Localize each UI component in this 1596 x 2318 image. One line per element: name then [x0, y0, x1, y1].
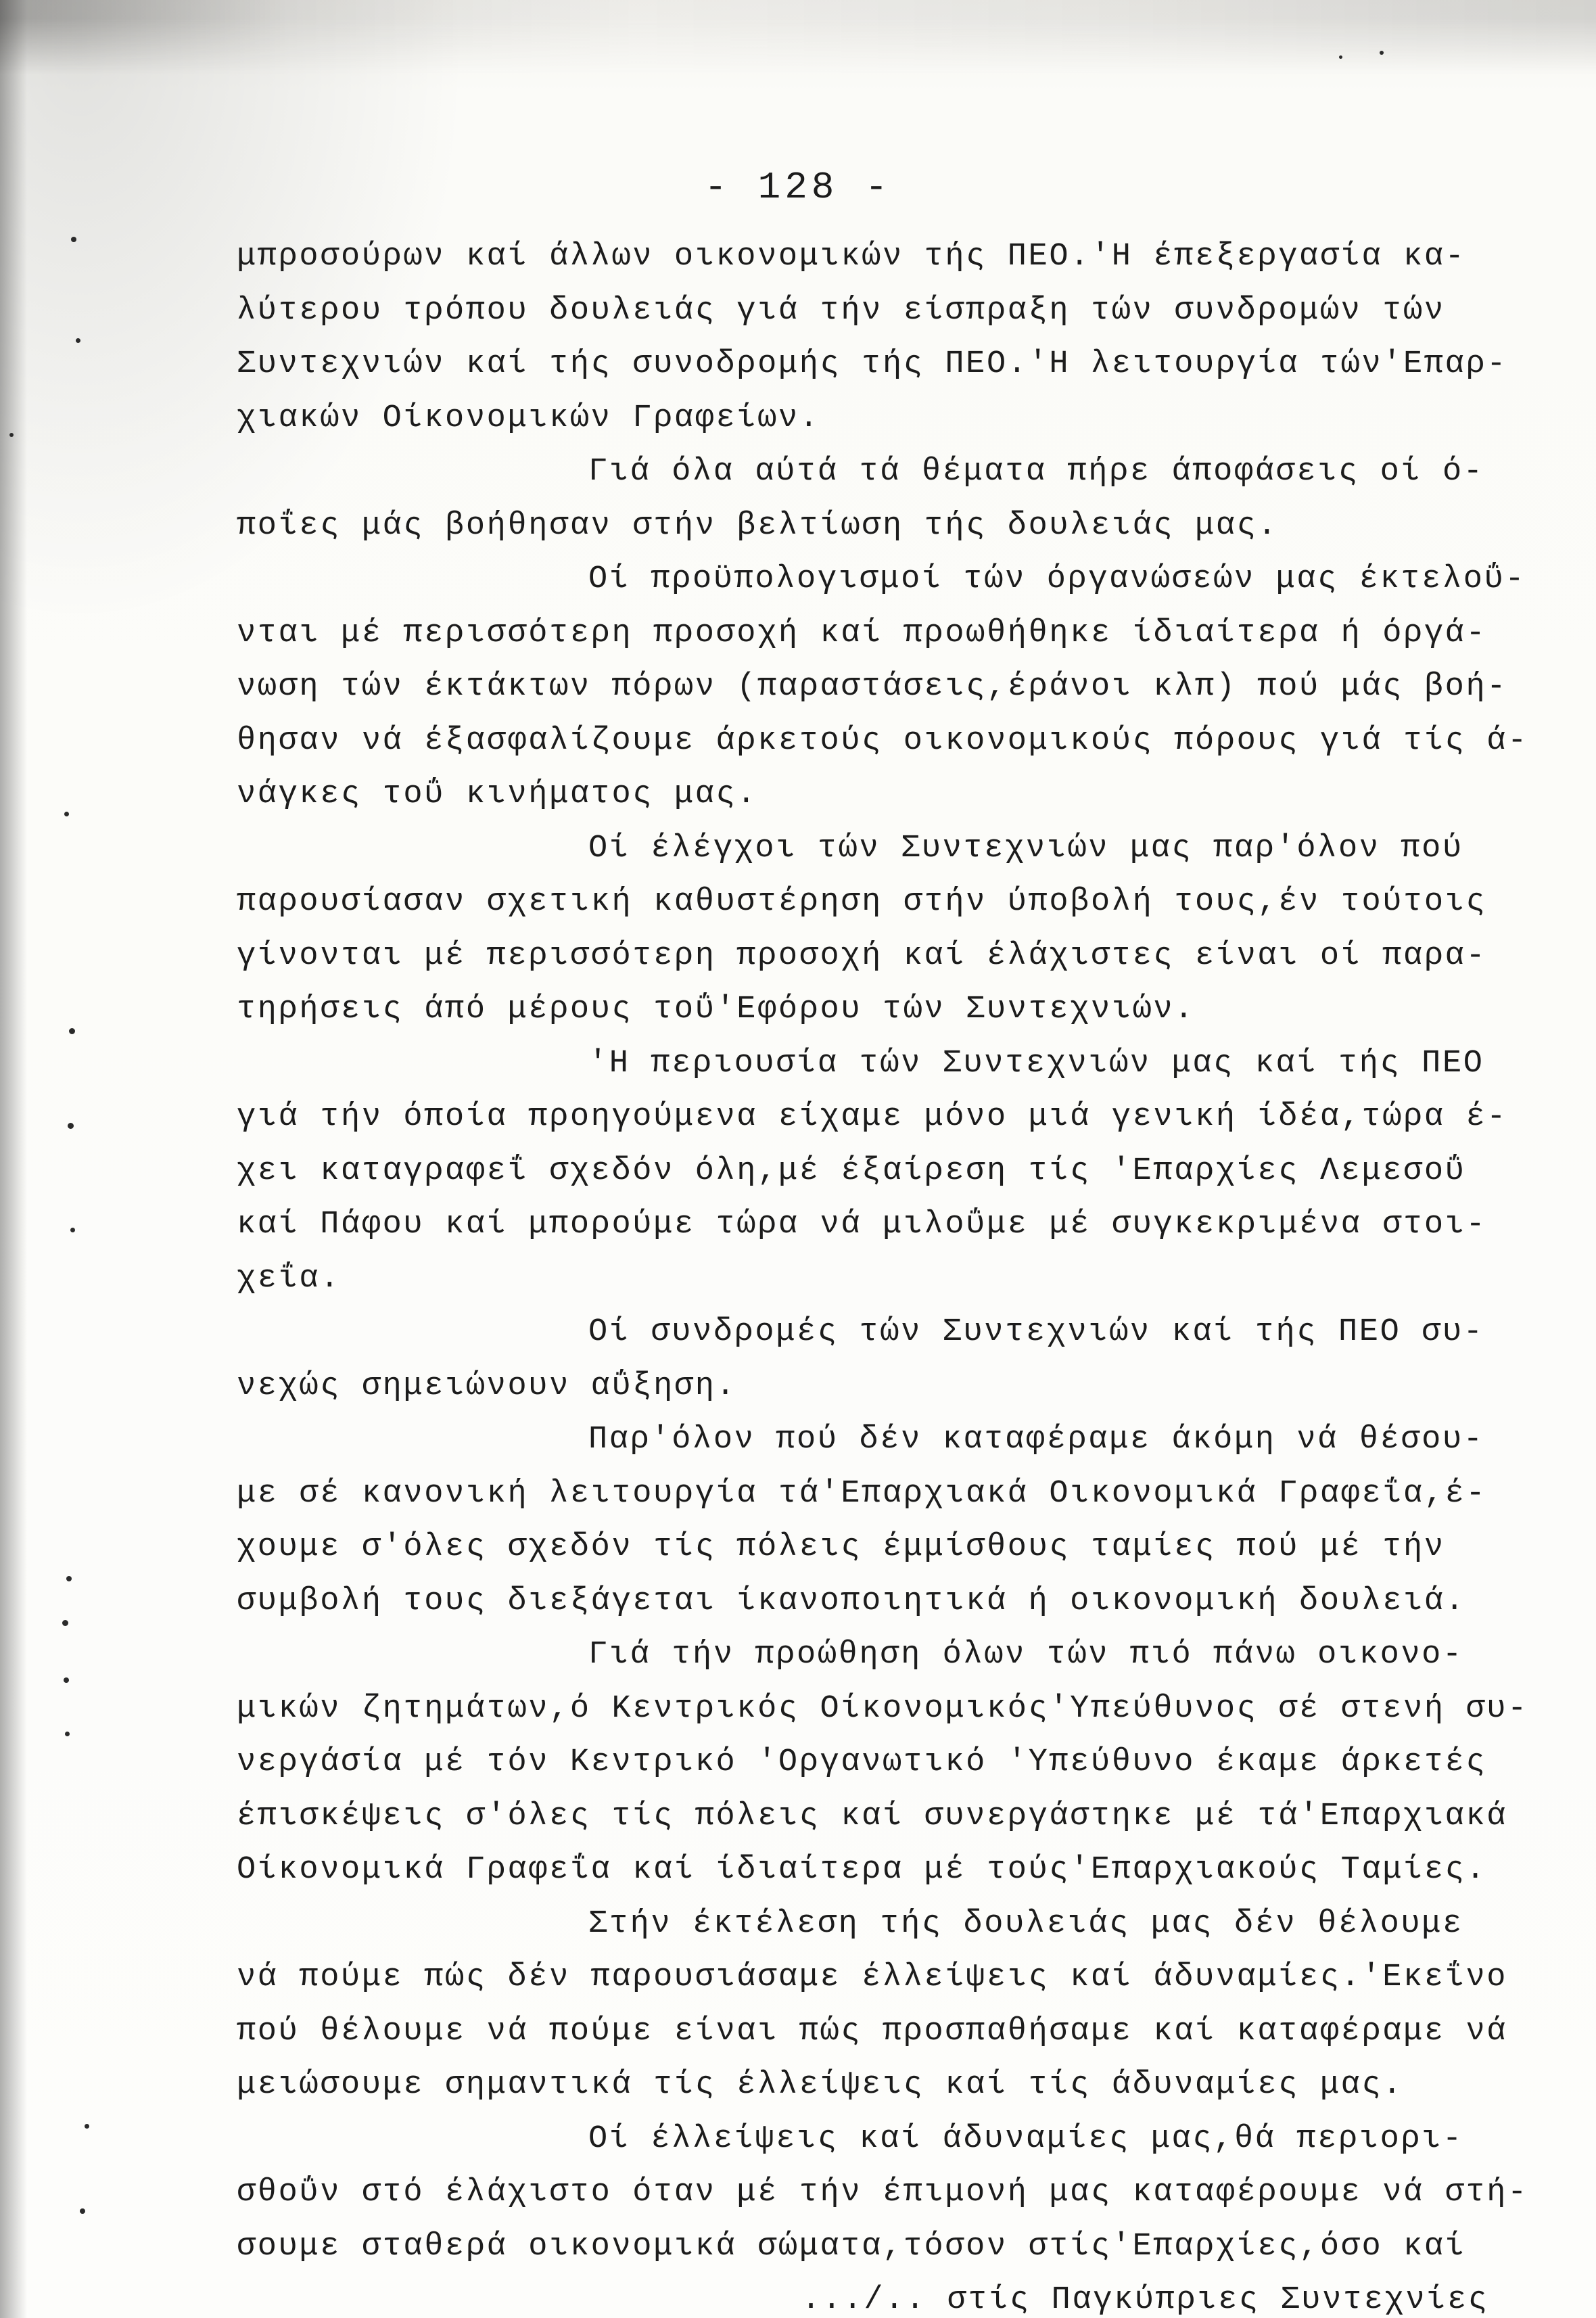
paragraph-line: με σέ κανονική λειτουργία τά'Επαρχιακά Οικονομικά Γραφεΐα,έ- [237, 1475, 1487, 1512]
paragraph-line: νάγκες τοΰ κινήματος μας. [237, 776, 758, 812]
scan-speck [68, 1123, 74, 1129]
paragraph-line: χιακών Οίκονομικών Γραφείων. [237, 400, 820, 436]
paragraph-line: μικών ζητημάτων,ό Κεντρικός Οίκονομικός'Υπεύθυνος σέ στενή συ- [237, 1690, 1528, 1727]
paragraph-line: συμβολή τους διεξάγεται ίκανοποιητικά ή οικονομική δουλειά. [237, 1583, 1466, 1619]
paragraph-line: νεχώς σημειώνουν αΰξηση. [237, 1368, 737, 1404]
paragraph-first-line: Οί συνδρομές τών Συντεχνιών καί τής ΠΕΟ συ- [588, 1314, 1484, 1350]
paragraph-line: πού θέλουμε νά πούμε είναι πώς προσπαθήσαμε καί καταφέραμε νά [237, 2013, 1508, 2049]
paragraph-line: γίνονται μέ περισσότερη προσοχή καί έλάχιστες είναι οί παρα- [237, 937, 1487, 974]
scan-speck [66, 1576, 72, 1581]
paragraph-line: νωση τών έκτάκτων πόρων (παραστάσεις,έράνοι κλπ) πού μάς βοή- [237, 669, 1508, 705]
paragraph-line: γιά τήν όποία προηγούμενα είχαμε μόνο μιά γενική ίδέα,τώρα έ- [237, 1099, 1508, 1135]
paragraph-line: νται μέ περισσότερη προσοχή καί προωθήθηκε ίδιαίτερα ή όργά- [237, 615, 1487, 651]
scan-speck [1339, 55, 1342, 59]
paragraph-line: τηρήσεις άπό μέρους τοΰ'Εφόρου τών Συντεχνιών. [237, 992, 1196, 1027]
document-body [237, 230, 1528, 2318]
paragraph-first-line: μπροσούρων καί άλλων οικονομικών τής ΠΕΟ.'Η έπεξεργασία κα- [237, 239, 1466, 275]
scan-speck [62, 1620, 68, 1626]
paragraph-line: Συντεχνιών καί τής συνοδρομής τής ΠΕΟ.'Η λειτουργία τών'Επαρ- [237, 346, 1508, 382]
paragraph-line: λύτερου τρόπου δουλειάς γιά τήν είσπραξη τών συνδρομών τών [237, 292, 1445, 329]
paragraph-first-line: 'Η περιουσία τών Συντεχνιών μας καί τής ΠΕΟ [588, 1045, 1484, 1082]
scan-speck [64, 812, 69, 816]
paragraph-first-line: Γιά τήν προώθηση όλων τών πιό πάνω οικονο- [588, 1637, 1463, 1673]
paragraph-first-line: Στήν έκτέλεση τής δουλειάς μας δέν θέλουμε [588, 1905, 1463, 1942]
paragraph-first-line: Παρ'όλον πού δέν καταφέραμε άκόμη νά θέσου- [588, 1422, 1484, 1458]
scan-edge-top [0, 0, 1596, 74]
scan-speck [76, 338, 80, 343]
paragraph-line: έπισκέψεις σ'όλες τίς πόλεις καί συνεργάστηκε μέ τά'Επαρχιακά [237, 1798, 1508, 1834]
paragraph-line: νά πούμε πώς δέν παρουσιάσαμε έλλείψεις καί άδυναμίες.'Εκεΐνο [237, 1960, 1508, 1995]
paragraph-line: χουμε σ'όλες σχεδόν τίς πόλεις έμμίσθους ταμίες πού μέ τήν [237, 1529, 1445, 1565]
scan-edge-left [0, 0, 27, 2318]
scan-speck [1380, 51, 1384, 55]
paragraph-line: ποΐες μάς βοήθησαν στήν βελτίωση τής δουλειάς μας. [237, 507, 1279, 544]
paragraph-line: χεΐα. [237, 1260, 342, 1297]
paragraph-line: χει καταγραφεΐ σχεδόν όλη,μέ έξαίρεση τίς 'Επαρχίες Λεμεσοΰ [237, 1153, 1466, 1189]
scan-speck [70, 1228, 75, 1232]
paragraph-line: σθοΰν στό έλάχιστο όταν μέ τήν έπιμονή μας καταφέρουμε νά στή- [237, 2175, 1528, 2210]
continuation-line: .../.. στίς Παγκύπριες Συντεχνίες [801, 2282, 1489, 2318]
paragraph-line: θησαν νά έξασφαλίζουμε άρκετούς οικονομικούς πόρους γιά τίς ά- [237, 722, 1528, 759]
page-number: - 128 - [704, 166, 892, 209]
scan-speck [85, 2124, 89, 2129]
scan-speck [9, 433, 14, 437]
paragraph-first-line: Οί έλλείψεις καί άδυναμίες μας,θά περιορι- [588, 2120, 1463, 2157]
scan-speck [80, 2208, 85, 2214]
paragraph-line: Οίκονομικά Γραφεΐα καί ίδιαίτερα μέ τούς'Επαρχιακούς Ταμίες. [237, 1852, 1487, 1888]
scan-speck [65, 1732, 70, 1736]
paragraph-line: καί Πάφου καί μπορούμε τώρα νά μιλοΰμε μέ συγκεκριμένα στοι- [237, 1207, 1487, 1243]
paragraph-line: νεργάσία μέ τόν Κεντρικό 'Οργανωτικό 'Υπεύθυνο έκαμε άρκετές [237, 1744, 1487, 1780]
paragraph-line: μειώσουμε σημαντικά τίς έλλείψεις καί τίς άδυναμίες μας. [237, 2067, 1404, 2103]
paragraph-line: παρουσίασαν σχετική καθυστέρηση στήν ύποβολή τους,έν τούτοις [237, 884, 1487, 920]
paragraph-first-line: Οί προϋπολογισμοί τών όργανώσεών μας έκτελοΰ- [588, 561, 1526, 597]
scan-speck [71, 237, 76, 242]
scan-speck [64, 1677, 69, 1683]
paragraph-line: σουμε σταθερά οικονομικά σώματα,τόσον στίς'Επαρχίες,όσο καί [237, 2228, 1466, 2265]
paragraph-first-line: Οί έλέγχοι τών Συντεχνιών μας παρ'όλον πού [588, 830, 1463, 866]
paragraph-first-line: Γιά όλα αύτά τά θέματα πήρε άποφάσεις οί ό- [588, 454, 1484, 490]
scan-speck [69, 1028, 75, 1034]
